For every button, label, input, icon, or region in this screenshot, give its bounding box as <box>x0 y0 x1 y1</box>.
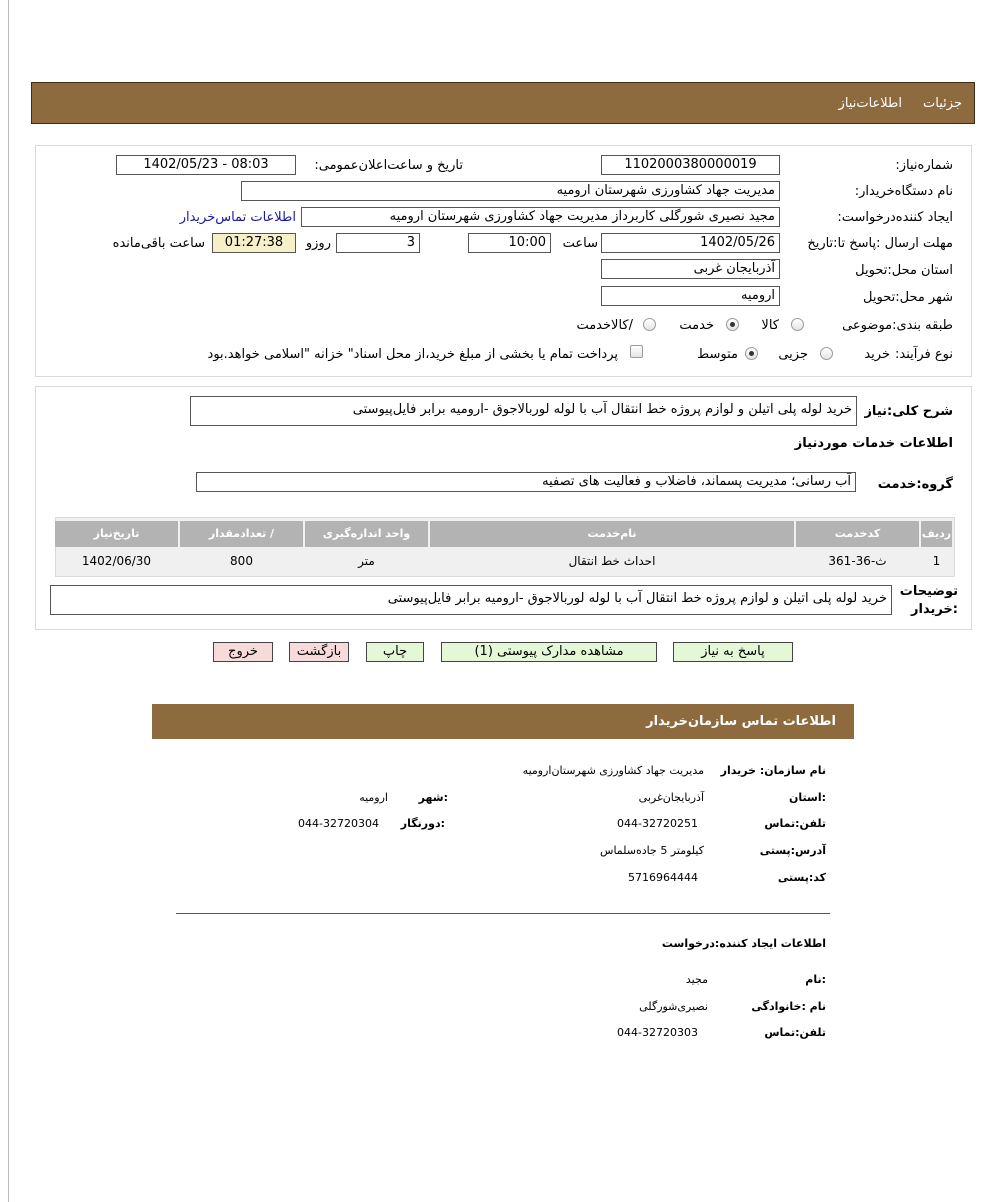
province-label: استان محل‌:تحویل <box>855 263 953 278</box>
creator-family-label: نام :خانوادگی <box>751 1000 826 1013</box>
deadline-time-label: ساعت <box>562 236 598 251</box>
contact-divider <box>176 913 830 914</box>
buyer-contact-link[interactable]: اطلاعات تماس‌خریدار <box>179 210 296 225</box>
service-group-field: آب رسانی؛ مدیریت پسماند، فاضلاب و فعالیت های تصفیه <box>196 472 856 492</box>
process-medium-label: متوسط <box>697 347 738 362</box>
table-cell-row-number: 1 <box>932 554 941 568</box>
services-table <box>55 517 955 577</box>
tab-details[interactable]: جزئیات <box>923 96 962 111</box>
creator-phone-label: تلفن‌:تماس <box>764 1026 826 1039</box>
treasury-payment-checkbox[interactable] <box>630 345 643 358</box>
back-button[interactable]: بازگشت <box>289 642 349 662</box>
table-header-need-date: تاریخ‌نیاز <box>55 521 178 547</box>
creator-family-value: نصیری‌شورگلی <box>639 1000 708 1013</box>
process-minor-label: جزیی <box>778 347 808 362</box>
process-minor-radio[interactable] <box>820 347 833 360</box>
contact-fax-label: :دورنگار <box>400 817 445 830</box>
buyer-org-label: نام دستگاه‌خریدار: <box>854 184 953 199</box>
need-summary-label: شرح کلی:نیاز <box>864 404 953 419</box>
table-header-row-number: ردیف <box>921 521 952 547</box>
contact-province-label: :استان <box>789 791 826 804</box>
buyer-contact-title: اطلاعات تماس سازمان‌خریدار <box>646 714 836 729</box>
remaining-time-field: 01:27:38 <box>212 233 296 253</box>
deadline-date-field: 1402/05/26 <box>601 233 780 253</box>
header-bar <box>31 82 975 124</box>
buyer-contact-bar <box>152 704 854 739</box>
announce-date-field: 1402/05/23 - 08:03 <box>116 155 296 175</box>
table-header-service-code: کدخدمت <box>796 521 919 547</box>
city-label: شهر محل‌:تحویل <box>863 290 953 305</box>
contact-city-value: ارومیه <box>359 791 388 804</box>
table-cell-service-code: ث-36-361 <box>828 554 887 568</box>
buyer-notes-label-line1: توضیحات <box>899 584 958 599</box>
respond-button[interactable]: پاسخ به نیاز <box>673 642 793 662</box>
contact-phone-label: تلفن‌:تماس <box>764 817 826 830</box>
process-type-label: نوع فرآیند: <box>895 347 953 362</box>
table-cell-quantity: 800 <box>230 554 253 568</box>
remaining-time-label: ساعت باقی‌مانده <box>112 236 205 251</box>
need-number-label: شماره‌نیاز: <box>895 158 953 173</box>
table-cell-need-date: 1402/06/30 <box>81 554 152 568</box>
city-field: ارومیه <box>601 286 780 306</box>
contact-org-label: نام سازمان: خریدار <box>720 764 826 777</box>
table-header-unit: واحد اندازه‌گیری <box>305 521 428 547</box>
category-goods-radio[interactable] <box>791 318 804 331</box>
treasury-payment-note: پرداخت تمام یا بخشی از مبلغ خرید،از محل اسناد" خزانه "اسلامی خواهد.بود <box>207 347 618 362</box>
creator-name-value: مجید <box>685 973 708 986</box>
table-header-quantity: / تعدادمقدار <box>180 521 303 547</box>
announce-date-label: تاریخ و ساعت‌اعلان‌عمومی: <box>314 158 463 173</box>
need-summary-field: خرید لوله پلی اتیلن و لوازم پروژه خط انتقال آب با لوله لوربالاجوق -ارومیه برابر فایل‌پیوستی <box>190 396 857 426</box>
services-title: اطلاعات خدمات موردنیاز <box>794 436 953 451</box>
view-attachments-button[interactable]: مشاهده مدارک پیوستی (1) <box>441 642 657 662</box>
contact-address-value: کیلومتر 5 جاده‌سلماس <box>600 844 704 857</box>
category-goods-label: کالا <box>761 318 779 333</box>
category-label: طبقه بندی‌:موضوعی <box>842 318 953 333</box>
contact-fax-value: 044-32720304 <box>298 817 379 830</box>
print-button[interactable]: چاپ <box>366 642 424 662</box>
creator-phone-value: 044-32720303 <box>617 1026 698 1039</box>
buyer-notes-field: خرید لوله پلی اتیلن و لوازم پروژه خط انتقال آب با لوله لوربالاجوق -ارومیه برابر فایل‌پیوستی <box>50 585 892 615</box>
days-field: 3 <box>336 233 420 253</box>
buyer-notes-label-line2: :خریدار <box>911 602 958 617</box>
category-service-radio[interactable] <box>726 318 739 331</box>
need-number-field: 1102000380000019 <box>601 155 780 175</box>
table-cell-service-name: احداث خط انتقال <box>568 554 656 568</box>
category-goods-service-radio[interactable] <box>643 318 656 331</box>
contact-address-label: آدرس:پستی <box>759 844 826 857</box>
deadline-time-field: 10:00 <box>468 233 551 253</box>
province-field: آذربایجان غربی <box>601 259 780 279</box>
contact-postal-value: 5716964444 <box>628 871 698 884</box>
creator-info-title: اطلاعات ایجاد کننده‌:درخواست <box>661 937 826 950</box>
category-goods-service-label: /کالاخدمت <box>576 318 633 333</box>
contact-phone-value: 044-32720251 <box>617 817 698 830</box>
contact-province-value: آذربایجان‌غربی <box>638 791 704 804</box>
process-buy-label: خرید <box>864 347 890 362</box>
service-group-label: گروه:خدمت <box>877 477 953 492</box>
exit-button[interactable]: خروج <box>213 642 273 662</box>
tab-need-info[interactable]: اطلاعات‌نیاز <box>838 96 902 111</box>
creator-label: ایجاد کننده‌درخواست: <box>837 210 953 225</box>
contact-org-value: مدیریت جهاد کشاورزی شهرستان‌ارومیه <box>522 764 704 777</box>
table-cell-unit: متر <box>358 554 375 568</box>
contact-postal-label: کد:پستی <box>777 871 826 884</box>
page-border-line <box>8 0 9 1202</box>
need-info-section <box>35 145 972 377</box>
buyer-org-field: مدیریت جهاد کشاورزی شهرستان ارومیه <box>241 181 780 201</box>
deadline-label: مهلت ارسال :پاسخ تا‌:تاریخ <box>807 236 953 251</box>
days-label: روزو <box>305 236 331 251</box>
process-medium-radio[interactable] <box>745 347 758 360</box>
category-service-label: خدمت <box>679 318 714 333</box>
creator-name-label: :نام <box>805 973 826 986</box>
contact-city-label: :شهر <box>418 791 448 804</box>
table-header-service-name: نام‌خدمت <box>430 521 794 547</box>
creator-field: مجید نصیری شورگلی کاربرداز مدیریت جهاد کشاورزی شهرستان ارومیه <box>301 207 780 227</box>
